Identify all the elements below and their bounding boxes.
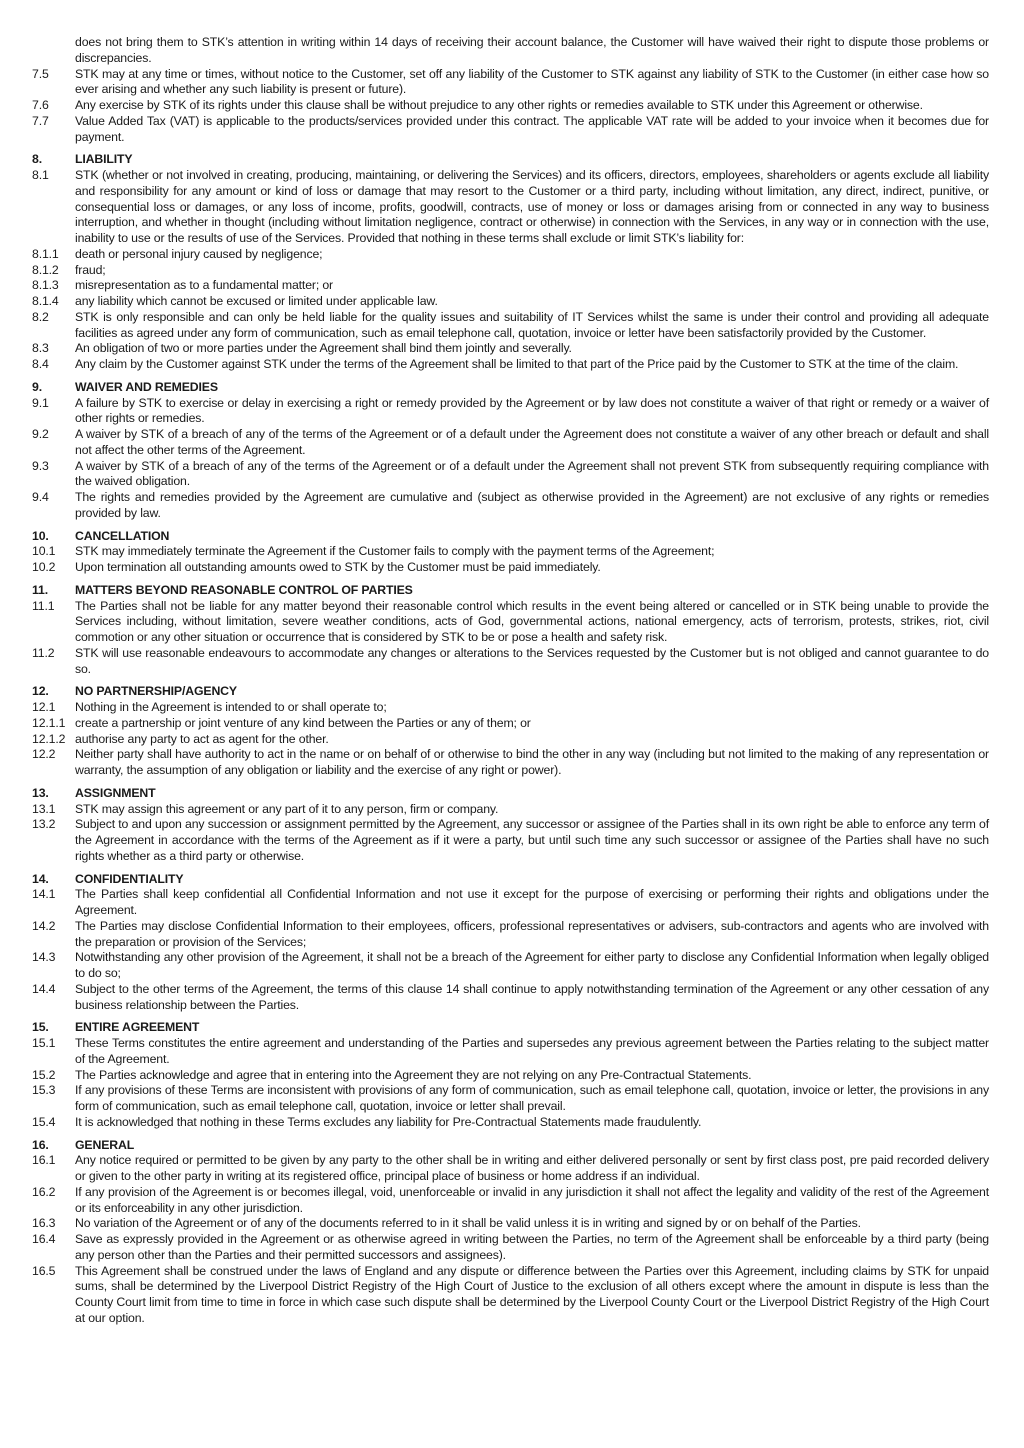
clause-number: 9.3: [32, 458, 49, 473]
clause: [32, 817, 989, 864]
clause: [32, 646, 989, 678]
section-heading: [32, 380, 989, 396]
clause-text: authorise any party to act as agent for the other.: [75, 731, 329, 746]
clause: [32, 294, 989, 310]
clause: [32, 544, 989, 560]
clause: [32, 1185, 989, 1217]
section-heading: [32, 583, 989, 599]
clause-text: any liability which cannot be excused or limited under applicable law.: [75, 294, 438, 308]
clause: [32, 98, 989, 114]
continuation-paragraph: does not bring them to STK’s attention in writing within 14 days of receiving their account balance, the Customer will have waived their right to dispute those problems or discrepancies.: [75, 35, 989, 65]
clause-number: 16.2: [32, 1184, 56, 1199]
section-title: CANCELLATION: [75, 528, 170, 543]
clause-number: 11.2: [32, 645, 55, 660]
clause: [32, 168, 989, 247]
clause-text: Any exercise by STK of its rights under this clause shall be without prejudice to any other rights or remedies available to STK under this Agreement or otherwise.: [75, 98, 923, 112]
section-number: 11.: [32, 582, 48, 597]
clause: [32, 1153, 989, 1185]
clause-text: Upon termination all outstanding amounts owed to STK by the Customer must be paid immediately.: [75, 560, 601, 574]
section-number: 16.: [32, 1137, 49, 1152]
clause: [32, 919, 989, 951]
clause-number: 16.4: [32, 1232, 56, 1246]
clause: [32, 599, 989, 646]
clause-number: 15.1: [32, 1036, 56, 1050]
section-title: NO PARTNERSHIP/AGENCY: [75, 684, 237, 699]
clause: [32, 278, 989, 294]
section-title: ENTIRE AGREEMENT: [75, 1020, 200, 1035]
clause-text: Notwithstanding any other provision of the Agreement, it shall not be a breach of the Agreement for either party to disclose any Confidential Information when legally obliged to do so;: [75, 950, 989, 980]
clause: [32, 887, 989, 919]
section-number: 13.: [32, 785, 49, 800]
section-title: LIABILITY: [75, 152, 133, 167]
clause-number: 14.4: [32, 981, 56, 996]
section-heading: [32, 872, 989, 888]
clause-number: 12.1.2: [32, 731, 66, 746]
clause-text: Subject to the other terms of the Agreement, the terms of this clause 14 shall continue to apply notwithstanding termination of the Agreement or any other cessation of any business relationship between the Parties.: [75, 981, 989, 1012]
clause: [32, 747, 989, 779]
clause: [32, 1036, 989, 1068]
clause-number: 14.1: [32, 887, 56, 902]
clause-number: 12.2: [32, 747, 56, 762]
clause-number: 16.1: [32, 1153, 56, 1168]
clause-text: A waiver by STK of a breach of any of the terms of the Agreement or of a default under the Agreement shall not prevent STK from subsequently requiring compliance with the waived obligation.: [75, 458, 989, 489]
clause: [32, 263, 989, 279]
clause-number: 9.4: [32, 490, 49, 504]
clause: [32, 802, 989, 818]
clause-text: STK is only responsible and can only be held liable for the quality issues and suitability of IT Services whilst the same is under their control and providing all adequate facilities as agreed under any form of communication, such as email telephone call, quotation, invoice or letter have been satisfactorily provided by the Customer.: [75, 309, 989, 340]
clause-text: These Terms constitutes the entire agreement and understanding of the Parties and supersedes any previous agreement between the Parties relating to the subject matter of the Agreement.: [75, 1036, 989, 1066]
clause: [32, 427, 989, 459]
clause: [32, 459, 989, 491]
clause: [32, 67, 989, 99]
clause-number: 10.1: [32, 544, 56, 559]
section-title: ASSIGNMENT: [75, 785, 156, 800]
section-heading: [32, 152, 989, 168]
section-13: [32, 786, 989, 865]
section-heading: [32, 1020, 989, 1036]
clause-text: death or personal injury caused by negligence;: [75, 246, 323, 261]
clause: [32, 1115, 989, 1131]
clause-text: A failure by STK to exercise or delay in exercising a right or remedy provided by the Agreement or by law does not constitute a waiver of that right or remedy or a waiver of other rights or remedies.: [75, 395, 989, 426]
clause-text: The Parties acknowledge and agree that in entering into the Agreement they are not relying on any Pre-Contractual Statements.: [75, 1067, 752, 1082]
clause-number: 8.3: [32, 341, 49, 356]
clause-text: Value Added Tax (VAT) is applicable to the products/services provided under this contract. The applicable VAT rate will be added to your invoice when it becomes due for payment.: [75, 113, 989, 144]
clause: [32, 396, 989, 428]
clause: [32, 1068, 989, 1084]
clause-number: 14.2: [32, 918, 56, 933]
clause-number: 15.4: [32, 1114, 56, 1129]
section-number: 9.: [32, 379, 42, 394]
clause-number: 12.1: [32, 700, 56, 714]
clause-text: It is acknowledged that nothing in these Terms excludes any liability for Pre-Contractual Statements made fraudulently.: [75, 1114, 702, 1129]
clause-text: STK (whether or not involved in creating, producing, maintaining, or delivering the Services) and its officers, directors, employees, shareholders or agents exclude all liability and responsibility for any amount or kind of loss or damage that may resort to the Customer or a third party, including without limitation, any direct, indirect, punitive, or consequential loss or damages, or any loss of income, profits, goodwill, contracts, use of money or loss or damages arising from or connected in any way to business interruption, and whether in thought (including without limitation negligence, contract or otherwise) in connection with the Services, in any way or in connection with the use, inability to use or the results of use of the Services. Provided that nothing in these terms shall exclude or limit STK’s liability for:: [75, 168, 989, 245]
section-number: 8.: [32, 152, 42, 167]
clause: [32, 310, 989, 342]
clause-number: 8.1.4: [32, 294, 59, 308]
clause-text: If any provisions of these Terms are inconsistent with provisions of any form of communication, such as email telephone call, quotation, invoice or letter, the provisions in any form of communication, such as email telephone call, quotation, invoice or letter shall prevail.: [75, 1083, 989, 1113]
clause-number: 14.3: [32, 950, 56, 965]
clause-text: Any claim by the Customer against STK under the terms of the Agreement shall be limited to that part of the Price paid by the Customer to STK at the time of the claim.: [75, 357, 959, 371]
clause-text: STK may assign this agreement or any part of it to any person, firm or company.: [75, 801, 499, 816]
section-number: 14.: [32, 871, 49, 886]
clause: [32, 950, 989, 982]
section-12: [32, 684, 989, 779]
section-heading: [32, 529, 989, 545]
section-title: GENERAL: [75, 1137, 135, 1152]
clause: [32, 247, 989, 263]
clause-text: The Parties shall not be liable for any matter beyond their reasonable control which results in the event being altered or cancelled or in STK being unable to provide the Services including, without limitation, severe weather conditions, acts of God, governmental actions, national emergency, acts of terrorism, protests, strikes, riot, civil commotion or any other situation or occurrence that is considered by STK to be or pose a health and safety risk.: [75, 598, 989, 644]
clause-number: 13.1: [32, 801, 56, 816]
clause-number: 8.1: [32, 168, 49, 182]
clause-number: 11.1: [32, 598, 55, 613]
clause-number: 7.7: [32, 113, 49, 128]
section-number: 15.: [32, 1020, 49, 1035]
clause-text: The rights and remedies provided by the Agreement are cumulative and (subject as otherwise provided in the Agreement) are not exclusive of any rights or remedies provided by law.: [75, 490, 989, 520]
clause-text: fraud;: [75, 262, 106, 277]
section-title: MATTERS BEYOND REASONABLE CONTROL OF PARTIES: [75, 582, 413, 597]
clause-number: 15.2: [32, 1067, 56, 1082]
sections-container: [32, 67, 989, 1327]
clause-text: Save as expressly provided in the Agreement or as otherwise agreed in writing between the Parties, no term of the Agreement shall be enforceable by a third party (being any person other than the Parties and their permitted successors and assignees).: [75, 1232, 989, 1262]
clause: [32, 700, 989, 716]
section-title: WAIVER AND REMEDIES: [75, 379, 218, 394]
section-15: [32, 1020, 989, 1130]
clause: [32, 1264, 989, 1327]
clause: [32, 1216, 989, 1232]
clause: [32, 114, 989, 146]
clause: [32, 982, 989, 1014]
clause-number: 10.2: [32, 560, 56, 574]
clause-number: 8.1.3: [32, 278, 59, 293]
section-16: [32, 1138, 989, 1327]
section-14: [32, 872, 989, 1014]
clause-text: Any notice required or permitted to be given by any party to the other shall be in writing and either delivered personally or sent by first class post, pre paid recorded delivery or given to the other party in writing at its registered office, principal place of business or home address if an individual.: [75, 1153, 989, 1183]
clause-text: create a partnership or joint venture of any kind between the Parties or any of them; or: [75, 715, 531, 730]
clause-number: 8.1.2: [32, 262, 59, 277]
clause-text: Neither party shall have authority to act in the name or on behalf of or otherwise to bind the other in any way (including but not limited to the making of any representation or warranty, the assumption of any obligation or liability and the exercise of any right or power).: [75, 747, 989, 777]
clause: [32, 1083, 989, 1115]
clause-text: If any provision of the Agreement is or becomes illegal, void, unenforceable or invalid in any jurisdiction it shall not affect the legality and validity of the rest of the Agreement or its enforceability in any other jurisdiction.: [75, 1184, 989, 1215]
clause: [32, 1232, 989, 1264]
section-9: [32, 380, 989, 522]
clause-number: 13.2: [32, 817, 56, 832]
clause: [32, 341, 989, 357]
clause-number: 9.2: [32, 427, 49, 441]
clause-text: No variation of the Agreement or of any of the documents referred to in it shall be valid unless it is in writing and signed by or on behalf of the Parties.: [75, 1216, 861, 1231]
clause-text: Nothing in the Agreement is intended to or shall operate to;: [75, 700, 387, 714]
section-heading: [32, 684, 989, 700]
clause: [32, 716, 989, 732]
section-number: 10.: [32, 528, 49, 543]
clause: [32, 357, 989, 373]
clause-text: misrepresentation as to a fundamental matter; or: [75, 278, 333, 293]
clause-number: 8.4: [32, 357, 49, 371]
clause-text: A waiver by STK of a breach of any of the terms of the Agreement or of a default under the Agreement does not constitute a waiver of any other breach or default and shall not affect the other terms of the Agreement.: [75, 427, 989, 457]
clause-text: STK may at any time or times, without notice to the Customer, set off any liability of the Customer to STK against any liability of STK to the Customer (in either case how so ever arising and whether any such liability is present or future).: [75, 66, 989, 97]
section-heading: [32, 1138, 989, 1154]
clause-text: The Parties may disclose Confidential Information to their employees, officers, professional representatives or advisers, sub-contractors and agents who are involved with the preparation or provision of the Services;: [75, 918, 989, 949]
clause-text: STK may immediately terminate the Agreement if the Customer fails to comply with the payment terms of the Agreement;: [75, 544, 715, 559]
clause: [32, 490, 989, 522]
terms-document: [32, 35, 989, 1327]
clause-number: 7.6: [32, 98, 49, 112]
clause-number: 12.1.1: [32, 715, 66, 730]
clause: [32, 732, 989, 748]
clause-number: 16.5: [32, 1263, 56, 1278]
section-number: 12.: [32, 684, 49, 699]
section-10: [32, 529, 989, 576]
clause-number: 7.5: [32, 66, 49, 81]
clause-text: STK will use reasonable endeavours to accommodate any changes or alterations to the Services requested by the Customer but is not obliged and cannot guarantee to do so.: [75, 645, 989, 676]
clause-text: This Agreement shall be construed under the laws of England and any dispute or difference between the Parties over this Agreement, including claims by STK for unpaid sums, shall be determined by the Liverpool District Registry of the High Court of Justice to the exclusion of all others except where the amount in dispute is less than the County Court limit from time to time in force in which case such dispute shall be determined by the Liverpool County Court or the Liverpool District Registry of the High Court at our option.: [75, 1263, 989, 1325]
section-7: [32, 67, 989, 146]
clause: [32, 560, 989, 576]
clause-number: 9.1: [32, 395, 49, 410]
section-8: [32, 152, 989, 373]
section-title: CONFIDENTIALITY: [75, 871, 184, 886]
clause-text: The Parties shall keep confidential all Confidential Information and not use it except for the purpose of exercising or performing their rights and obligations under the Agreement.: [75, 887, 989, 917]
clause-number: 16.3: [32, 1216, 56, 1231]
section-11: [32, 583, 989, 678]
section-heading: [32, 786, 989, 802]
clause-number: 8.1.1: [32, 246, 59, 261]
clause-text: Subject to and upon any succession or assignment permitted by the Agreement, any successor or assignee of the Parties shall in its own right be able to enforce any term of the Agreement in accordance with the terms of the Agreement as if it were a party, but until such time any such successor or assignee of the Parties shall have no such rights whether as a third party or otherwise.: [75, 817, 989, 863]
clause-text: An obligation of two or more parties under the Agreement shall bind them jointly and severally.: [75, 341, 572, 356]
clause-number: 15.3: [32, 1083, 56, 1098]
clause-number: 8.2: [32, 309, 49, 324]
